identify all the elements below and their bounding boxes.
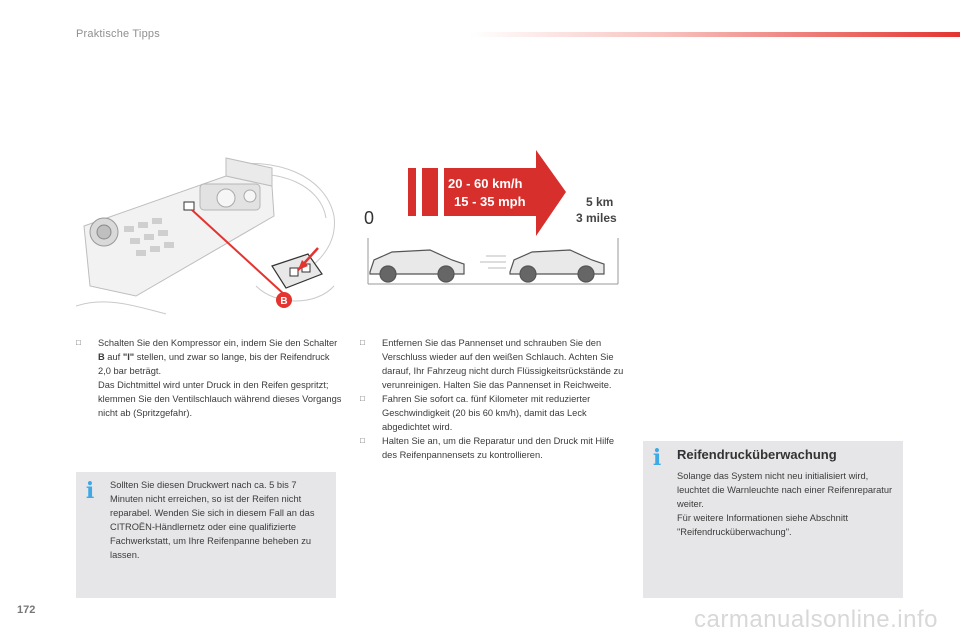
- start-zero-label: 0: [364, 208, 375, 228]
- compressor-kit-illustration: [76, 156, 338, 318]
- page-number: 172: [17, 604, 36, 616]
- speed-bar-1: [408, 168, 416, 216]
- tpms-info-text-1: Solange das System nicht neu initialisiert wird, leuchtet die Warnleuchte nach einer Reifenreparatur weiter.: [677, 471, 893, 509]
- tpms-info-text: [677, 469, 897, 539]
- middle-instruction-item-1: □ Entfernen Sie das Pannenset und schrauben Sie den Verschluss wieder auf den weißen Schlauch. Achten Sie darauf, Ihr Fahrzeug nicht durch Flüssigkeitsrückstände zu verunreinigen. Halten Sie das Pannenset in Reichweite.: [360, 338, 624, 390]
- car-start-icon: [370, 250, 464, 282]
- checkbox-bullet-icon: □: [360, 394, 365, 403]
- checkbox-bullet-icon: □: [360, 338, 365, 347]
- page-header-title: Praktische Tipps: [76, 28, 160, 40]
- speed-lines: [480, 256, 506, 268]
- checkbox-bullet-icon: □: [76, 338, 81, 347]
- middle-instruction-item-2: □ Fahren Sie sofort ca. fünf Kilometer mit reduzierter Geschwindigkeit (20 bis 60 km/h), damit das Leck abgedichtet wird.: [360, 394, 591, 432]
- left-instruction-item: [76, 336, 344, 420]
- left-instruction-paragraph-2: Das Dichtmittel wird unter Druck in den Reifen gespritzt; klemmen Sie den Ventilschlauch während dieses Vorgangs nicht ab (Spritzgefahr).: [98, 380, 342, 418]
- callout-b-label: B: [280, 296, 288, 307]
- car-moving-icon: [510, 250, 604, 282]
- speed-kmh-label: 20 - 60 km/h: [448, 176, 523, 191]
- speed-arrow: [444, 150, 566, 236]
- speed-bar-2: [422, 168, 438, 216]
- tpms-info-box: [643, 441, 903, 598]
- middle-instruction-item-3: □ Halten Sie an, um die Reparatur und den Druck mit Hilfe des Reifenpannensets zu kontrollieren.: [360, 436, 615, 460]
- watermark-link[interactable]: carmanualsonline.info: [694, 606, 938, 633]
- info-icon: i: [85, 478, 95, 504]
- tpms-info-text-2: Für weitere Informationen siehe Abschnitt "Reifendrucküberwachung".: [677, 513, 849, 537]
- left-instruction-column: [76, 336, 344, 420]
- distance-km-label: 5 km: [586, 195, 614, 209]
- speed-distance-illustration: [360, 148, 622, 318]
- pressure-info-box: [76, 472, 336, 598]
- header-accent-bar: [470, 32, 960, 37]
- pressure-info-text: Sollten Sie diesen Druckwert nach ca. 5 bis 7 Minuten nicht erreichen, so ist der Reifen nicht reparabel. Wenden Sie sich in diesem Fall an das CITROËN-Händlernetz oder eine qualifizierte Fachwerkstatt, um Ihre Reifenpanne beheben zu lassen.: [110, 480, 315, 560]
- left-instruction-paragraph-1: Schalten Sie den Kompressor ein, indem Sie den Schalter B auf "I" stellen, und zwar so lange, bis der Reifendruck 2,0 bar beträgt.: [98, 338, 338, 376]
- info-icon: i: [652, 445, 662, 471]
- tpms-info-title: Reifendrucküberwachung: [677, 447, 837, 462]
- distance-miles-label: 3 miles: [576, 211, 617, 225]
- middle-instruction-column: [360, 336, 628, 462]
- speed-mph-label: 15 - 35 mph: [454, 194, 526, 209]
- checkbox-bullet-icon: □: [360, 436, 365, 445]
